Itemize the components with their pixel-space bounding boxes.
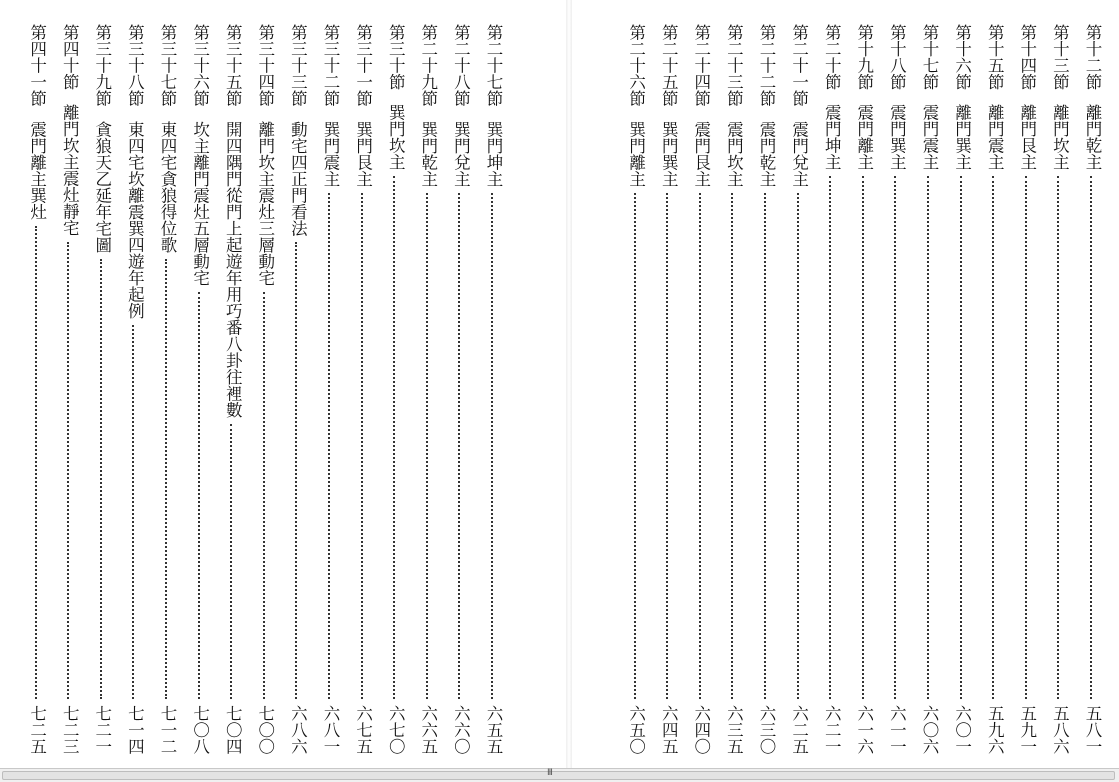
entry-section-number: 第二十九節 bbox=[418, 24, 438, 107]
dot-leader bbox=[458, 193, 462, 699]
entry-title: 震門離主巽灶 bbox=[27, 120, 47, 220]
toc-entry[interactable] bbox=[849, 24, 879, 754]
entry-page-number: 六三五 bbox=[724, 704, 744, 754]
entry-page-number: 六〇一 bbox=[952, 704, 972, 754]
entry-section-number: 第三十八節 bbox=[125, 24, 145, 107]
entry-section-number: 第二十七節 bbox=[484, 24, 503, 107]
toc-entry[interactable] bbox=[282, 24, 312, 754]
toc-entry[interactable] bbox=[979, 24, 1009, 754]
dot-leader bbox=[927, 176, 931, 699]
entry-page-number: 六五五 bbox=[484, 704, 503, 754]
dot-leader bbox=[634, 193, 638, 699]
toc-entry[interactable] bbox=[621, 24, 651, 754]
entry-page-number: 七〇八 bbox=[190, 704, 210, 754]
toc-entry[interactable] bbox=[686, 24, 716, 754]
entry-section-number: 第十八節 bbox=[887, 24, 907, 90]
entry-section-number: 第二十四節 bbox=[691, 24, 711, 107]
entry-title: 坎主離門震灶五層動宅 bbox=[190, 120, 210, 286]
entry-section-number: 第二十三節 bbox=[724, 24, 744, 107]
entry-section-number: 第二十二節 bbox=[757, 24, 776, 107]
dot-leader bbox=[960, 176, 964, 699]
toc-entry[interactable] bbox=[22, 24, 52, 754]
entry-title: 巽門離主 bbox=[626, 120, 646, 187]
toc-entry[interactable] bbox=[54, 24, 84, 754]
horizontal-scrollbar[interactable] bbox=[0, 768, 1119, 782]
entry-page-number: 六七五 bbox=[353, 704, 373, 754]
entry-title: 震門震主 bbox=[920, 104, 939, 170]
entry-section-number: 第三十一節 bbox=[353, 24, 373, 107]
entry-title: 震門坤主 bbox=[822, 104, 842, 170]
entry-page-number: 六五〇 bbox=[626, 704, 646, 754]
toc-entry[interactable] bbox=[784, 24, 814, 754]
entry-section-number: 第四十節 bbox=[60, 24, 80, 90]
entry-page-number: 六八六 bbox=[288, 704, 308, 754]
toc-entry[interactable] bbox=[1077, 24, 1107, 754]
entry-title: 離門坎主震灶三層動宅 bbox=[255, 120, 275, 286]
entry-page-number: 六四五 bbox=[659, 704, 679, 754]
entry-page-number: 六四〇 bbox=[691, 704, 711, 754]
dot-leader bbox=[797, 193, 801, 699]
entry-title: 離門乾主 bbox=[1083, 104, 1102, 170]
toc-entry[interactable] bbox=[947, 24, 977, 754]
entry-page-number: 七二五 bbox=[27, 704, 47, 754]
entry-section-number: 第三十三節 bbox=[288, 24, 308, 107]
entry-section-number: 第二十八節 bbox=[451, 24, 471, 107]
dot-leader bbox=[198, 292, 202, 699]
entry-page-number: 五九六 bbox=[985, 704, 1005, 754]
dot-leader bbox=[100, 259, 104, 699]
toc-entry[interactable] bbox=[250, 24, 280, 754]
grip-icon: III bbox=[547, 768, 552, 778]
entry-page-number: 六〇六 bbox=[920, 704, 939, 754]
dot-leader bbox=[361, 193, 365, 699]
entry-title: 離門坎主 bbox=[1050, 104, 1070, 170]
entry-section-number: 第三十二節 bbox=[321, 24, 340, 107]
entry-page-number: 六七〇 bbox=[386, 704, 406, 754]
entry-section-number: 第二十一節 bbox=[789, 24, 809, 107]
dot-leader bbox=[165, 259, 169, 699]
toc-entry[interactable] bbox=[478, 24, 508, 754]
left-page bbox=[0, 0, 566, 768]
dot-leader bbox=[230, 424, 234, 699]
dot-leader bbox=[393, 176, 397, 699]
entry-section-number: 第四十一節 bbox=[27, 24, 47, 107]
toc-entry[interactable] bbox=[1012, 24, 1042, 754]
entry-title: 巽門乾主 bbox=[418, 120, 438, 187]
entry-title: 離門震主 bbox=[985, 104, 1005, 170]
entry-page-number: 七一二 bbox=[158, 704, 177, 754]
dot-leader bbox=[328, 193, 332, 699]
toc-entry[interactable] bbox=[119, 24, 149, 754]
dot-leader bbox=[862, 176, 866, 699]
dot-leader bbox=[992, 176, 996, 699]
entry-title: 巽門兌主 bbox=[451, 120, 471, 187]
entry-title: 震門坎主 bbox=[724, 120, 744, 187]
dot-leader bbox=[731, 193, 735, 699]
toc-entry[interactable] bbox=[445, 24, 475, 754]
right-page bbox=[572, 0, 1119, 768]
entry-section-number: 第三十四節 bbox=[255, 24, 275, 107]
dot-leader bbox=[699, 193, 703, 699]
entry-title: 震門離主 bbox=[854, 104, 874, 170]
entry-page-number: 七二一 bbox=[92, 704, 112, 754]
toc-entry[interactable] bbox=[152, 24, 182, 754]
entry-page-number: 六二五 bbox=[789, 704, 809, 754]
entry-title: 離門巽主 bbox=[952, 104, 972, 170]
dot-leader bbox=[829, 176, 833, 699]
entry-page-number: 五八六 bbox=[1050, 704, 1070, 754]
entry-title: 巽門巽主 bbox=[659, 120, 679, 187]
scrollbar-thumb[interactable] bbox=[2, 768, 1115, 780]
toc-entry[interactable] bbox=[914, 24, 944, 754]
entry-page-number: 六六〇 bbox=[451, 704, 471, 754]
entry-title: 震門乾主 bbox=[757, 120, 776, 187]
dot-leader bbox=[426, 193, 430, 699]
entry-section-number: 第二十六節 bbox=[626, 24, 646, 107]
entry-page-number: 五八一 bbox=[1083, 704, 1102, 754]
entry-section-number: 第三十六節 bbox=[190, 24, 210, 107]
entry-title: 巽門艮主 bbox=[353, 120, 373, 187]
dot-leader bbox=[295, 242, 299, 699]
entry-section-number: 第十三節 bbox=[1050, 24, 1070, 90]
entry-section-number: 第三十五節 bbox=[223, 24, 243, 107]
entry-title: 震門艮主 bbox=[691, 120, 711, 187]
entry-title: 開四隅門從門上起遊年用巧番八卦往裡數 bbox=[223, 120, 243, 418]
dot-leader bbox=[764, 193, 768, 699]
entry-title: 巽門坎主 bbox=[386, 104, 406, 170]
toc-entry[interactable] bbox=[315, 24, 345, 754]
entry-title: 貪狼天乙延年宅圖 bbox=[92, 120, 112, 253]
toc-entry[interactable] bbox=[217, 24, 247, 754]
entry-title: 震門巽主 bbox=[887, 104, 907, 170]
toc-entry[interactable] bbox=[1044, 24, 1074, 754]
toc-entry[interactable] bbox=[816, 24, 846, 754]
dot-leader bbox=[1057, 176, 1061, 699]
entry-title: 動宅四正門看法 bbox=[288, 120, 308, 236]
entry-page-number: 七〇四 bbox=[223, 704, 243, 754]
dot-leader bbox=[263, 292, 267, 699]
entry-section-number: 第三十節 bbox=[386, 24, 406, 90]
entry-page-number: 六六五 bbox=[418, 704, 438, 754]
toc-entry[interactable] bbox=[87, 24, 117, 754]
entry-page-number: 七〇〇 bbox=[255, 704, 275, 754]
entry-section-number: 第十七節 bbox=[920, 24, 939, 90]
entry-section-number: 第十九節 bbox=[854, 24, 874, 90]
entry-title: 東四宅貪狼得位歌 bbox=[158, 120, 177, 253]
toc-entry[interactable] bbox=[413, 24, 443, 754]
entry-title: 巽門震主 bbox=[321, 120, 340, 187]
entry-section-number: 第十四節 bbox=[1017, 24, 1037, 90]
entry-page-number: 七一四 bbox=[125, 704, 145, 754]
entry-title: 離門艮主 bbox=[1017, 104, 1037, 170]
dot-leader bbox=[1025, 176, 1029, 699]
entry-section-number: 第十六節 bbox=[952, 24, 972, 90]
toc-entry[interactable] bbox=[348, 24, 378, 754]
entry-section-number: 第十二節 bbox=[1083, 24, 1102, 90]
dot-leader bbox=[894, 176, 898, 699]
entry-title: 離門坎主震灶靜宅 bbox=[60, 104, 80, 236]
toc-entry[interactable] bbox=[718, 24, 748, 754]
toc-entry[interactable] bbox=[185, 24, 215, 754]
dot-leader bbox=[1090, 176, 1094, 699]
entry-title: 巽門坤主 bbox=[484, 120, 503, 187]
entry-page-number: 六一一 bbox=[887, 704, 907, 754]
toc-entry[interactable] bbox=[380, 24, 410, 754]
toc-entry[interactable] bbox=[881, 24, 911, 754]
dot-leader bbox=[666, 193, 670, 699]
entry-page-number: 六一六 bbox=[854, 704, 874, 754]
entry-title: 震門兌主 bbox=[789, 120, 809, 187]
dot-leader bbox=[491, 193, 495, 699]
toc-entry[interactable] bbox=[751, 24, 781, 754]
entry-title: 東四宅坎離震巽四遊年起例 bbox=[125, 120, 145, 319]
entry-page-number: 五九一 bbox=[1017, 704, 1037, 754]
entry-section-number: 第三十九節 bbox=[92, 24, 112, 107]
entry-section-number: 第二十五節 bbox=[659, 24, 679, 107]
dot-leader bbox=[132, 325, 136, 699]
entry-page-number: 六八一 bbox=[321, 704, 340, 754]
entry-section-number: 第三十七節 bbox=[158, 24, 177, 107]
entry-page-number: 六二一 bbox=[822, 704, 842, 754]
dot-leader bbox=[67, 242, 71, 699]
entry-page-number: 六三〇 bbox=[757, 704, 776, 754]
entry-section-number: 第十五節 bbox=[985, 24, 1005, 90]
entry-page-number: 七二三 bbox=[60, 704, 80, 754]
dot-leader bbox=[35, 226, 39, 699]
toc-entry[interactable] bbox=[653, 24, 683, 754]
entry-section-number: 第二十節 bbox=[822, 24, 842, 90]
